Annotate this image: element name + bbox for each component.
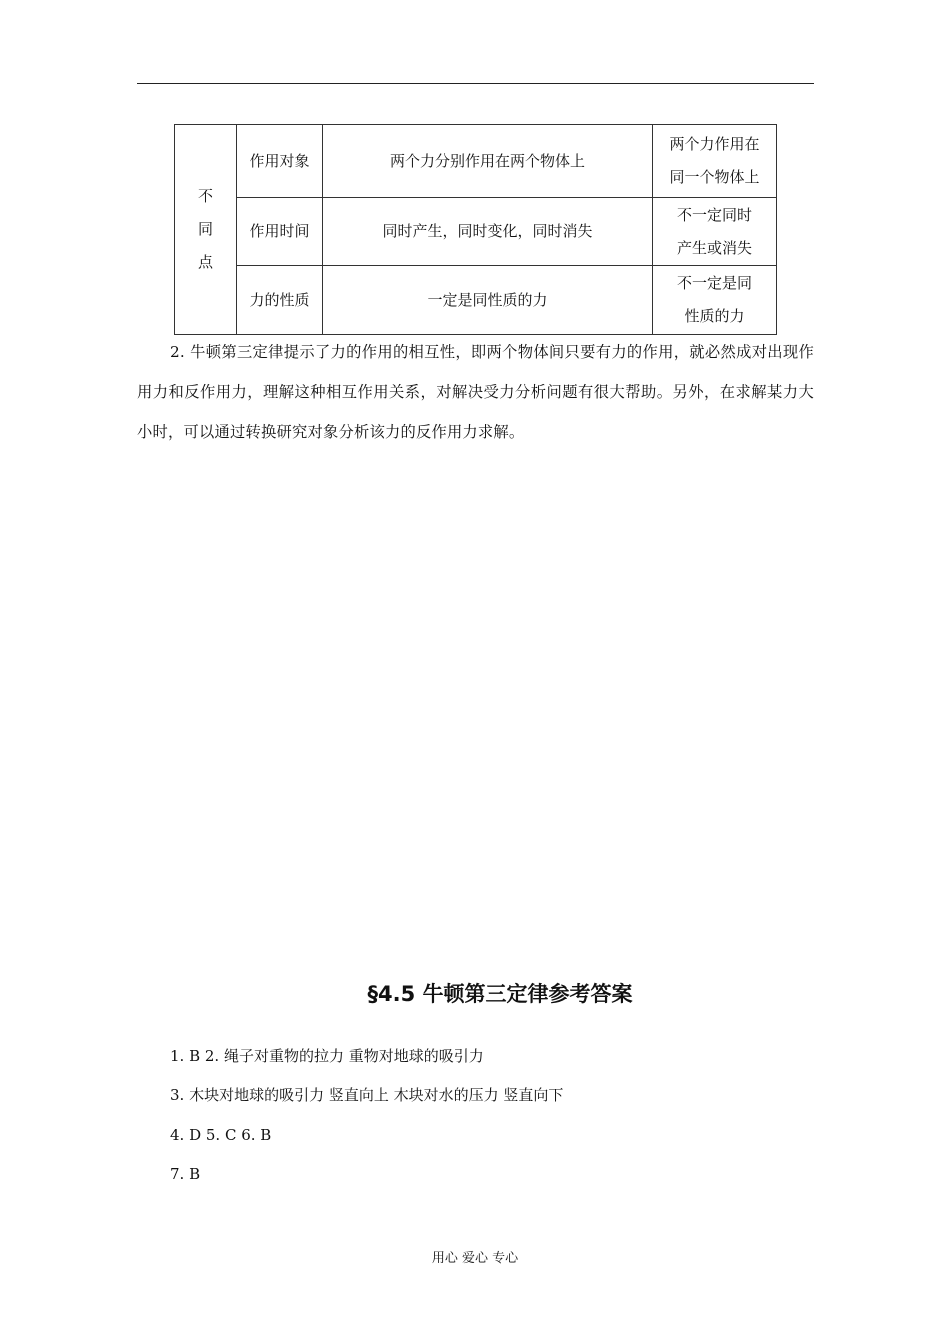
group-label-char: 不 [197, 187, 213, 205]
table-row [175, 266, 777, 335]
table-row [175, 125, 777, 198]
table-row [175, 198, 777, 266]
answer-line: 1. B 2. 绳子对重物的拉力 重物对地球的吸引力 [170, 1047, 484, 1065]
balance-cell-line: 两个力作用在 [669, 135, 760, 153]
explanation-paragraph: 2. 牛顿第三定律提示了力的作用的相互性，即两个物体间只要有力的作用，就必然成对出现作用力和反作用力，理解这种相互作用关系，对解决受力分析问题有很大帮助。另外，在求解某力大小时，可以通过转换研究对象分析该力的反作用力求解。 [137, 343, 814, 441]
row-label: 作用时间 [237, 198, 323, 266]
interaction-cell: 一定是同性质的力 [323, 266, 653, 335]
interaction-cell: 同时产生，同时变化，同时消失 [323, 198, 653, 266]
group-label-char: 点 [197, 253, 213, 271]
page-footer: 用心 爱心 专心 [431, 1251, 519, 1266]
balance-cell-line: 不一定同时 [676, 205, 752, 224]
answer-line: 3. 木块对地球的吸引力 竖直向上 木块对水的压力 竖直向下 [170, 1086, 564, 1104]
balance-cell [653, 198, 777, 266]
balance-cell-line: 同一个物体上 [669, 168, 760, 186]
answer-line: 7. B [170, 1165, 201, 1183]
group-label-cell [175, 125, 237, 335]
balance-cell-line: 产生或消失 [676, 238, 752, 257]
balance-cell [653, 266, 777, 335]
answer-line: 4. D 5. C 6. B [170, 1126, 272, 1144]
interaction-cell: 两个力分别作用在两个物体上 [323, 125, 653, 198]
header-rule [137, 83, 814, 84]
balance-cell-line: 性质的力 [684, 307, 745, 325]
row-label: 作用对象 [237, 125, 323, 198]
row-label: 力的性质 [237, 266, 323, 335]
balance-cell-line: 不一定是同 [676, 274, 752, 292]
section-title: §4.5 牛顿第三定律参考答案 [367, 982, 633, 1006]
comparison-table [174, 124, 777, 335]
balance-cell [653, 125, 777, 198]
group-label-char: 同 [197, 220, 213, 238]
